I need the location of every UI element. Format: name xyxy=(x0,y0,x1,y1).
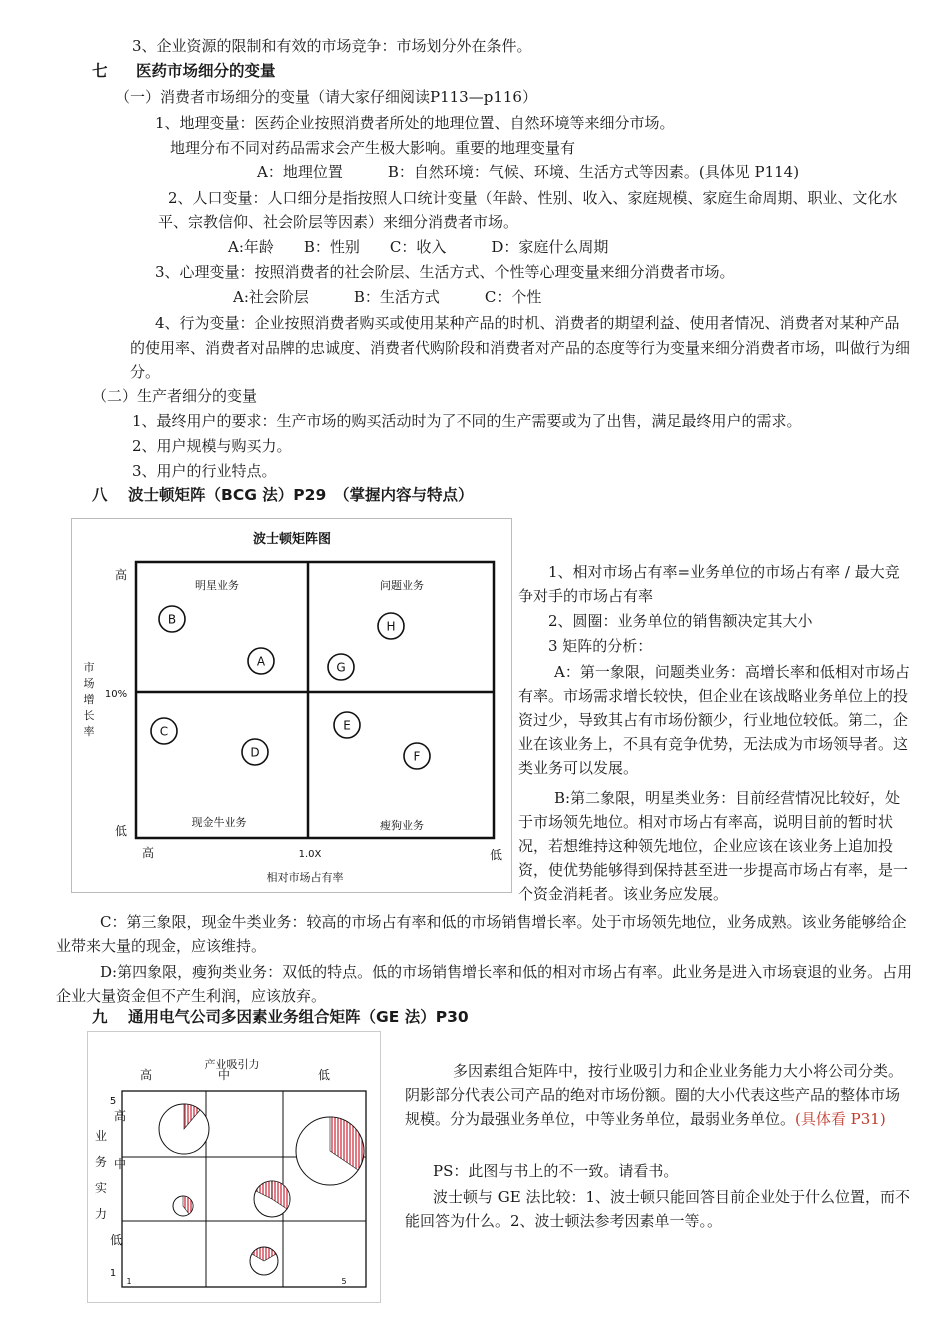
paragraph: B:第二象限，明星类业务：目前经营情况比较好，处于市场领先地位。相对市场占有率高，说明目前的暂时状况，若想维持这种领先地位，企业应该在该业务上追加投资，使优势能够得到保持甚至进一步提高市场占有率，是一个资金消耗者。该业务应发展。 xyxy=(518,789,909,903)
text-line: 3、心理变量：按照消费者的社会阶层、生活方式、个性等心理变量来细分消费者市场。 xyxy=(155,263,735,281)
bcg-circle-c xyxy=(151,718,177,744)
bcg-circle-label: C xyxy=(159,724,169,739)
text-line: A:年龄 B：性别 C：收入 D：家庭什么周期 xyxy=(228,238,609,256)
bcg-circle-g xyxy=(328,654,354,680)
ge-matrix-figure xyxy=(87,1031,381,1303)
section-9-number: 九 xyxy=(92,1008,108,1026)
bcg-x-low: 低 xyxy=(489,848,503,862)
ge-circle xyxy=(250,1247,278,1275)
ge-row-mid: 中 xyxy=(113,1157,127,1171)
subsection-heading: （一）消费者市场细分的变量（请大家仔细阅读P113—p116） xyxy=(115,88,537,106)
section-9-heading: 通用电气公司多因素业务组合矩阵（GE 法）P30 xyxy=(128,1008,469,1026)
ge-x-left: 1 xyxy=(126,1277,132,1286)
bcg-y-high: 高 xyxy=(114,568,128,582)
paragraph: 波士顿与 GE 法比较：1、波士顿只能回答目前企业处于什么位置，而不能回答为什么。2、波士顿法参考因素单一等。。 xyxy=(405,1188,911,1230)
quadrant-star-label: 明星业务 xyxy=(195,579,239,592)
ge-circle xyxy=(296,1117,364,1185)
text-line: 1、地理变量：医药企业按照消费者所处的地理位置、自然环境等来细分市场。 xyxy=(155,114,675,132)
paragraph: 4、行为变量：企业按照消费者购买或使用某种产品的时机、消费者的期望利益、使用者情况、消费者对某种产品的使用率、消费者对品牌的忠诚度、消费者代购阶段和消费者对产品的态度等行为变量来细分消费者市场，叫做行为细分。 xyxy=(130,314,911,381)
ge-y-top: 5 xyxy=(109,1096,117,1107)
bcg-circles xyxy=(151,606,430,769)
text-line: 3、企业资源的限制和有效的市场竞争：市场划分外在条件。 xyxy=(132,37,532,55)
paragraph: D:第四象限，瘦狗类业务：双低的特点。低的市场销售增长率和低的相对市场占有率。此业务是进入市场衰退的业务。占用企业大量资金但不产生利润，应该放弃。 xyxy=(56,963,913,1005)
ge-description: 多因素组合矩阵中，按行业吸引力和企业业务能力大小将公司分类。阴影部分代表公司产品的绝对市场份额。圈的大小代表这些产品的整体市场规模。分为最强业务单位，中等业务单位，最弱业务单位。 xyxy=(405,1062,904,1128)
paragraph: A：第一象限，问题类业务：高增长率和低相对市场占有率。市场需求增长较快，但企业在该战略业务单位上的投资过少，导致其占有市场份额少，行业地位较低。第二，企业在该业务上，不具有竞争优势，无法成为市场领导者。这类业务可以发展。 xyxy=(518,663,910,777)
ge-y-axis-label: 业务实力 xyxy=(94,1129,108,1221)
ge-top-label: 产业吸引力 xyxy=(204,1058,260,1071)
text-line: 1、最终用户的要求：生产市场的购买活动时为了不同的生产需要或为了出售，满足最终用户的需求。 xyxy=(132,412,802,430)
ge-col-mid: 中 xyxy=(217,1068,231,1082)
section-7-number: 七 xyxy=(92,62,108,80)
subsection-heading: （二）生产者细分的变量 xyxy=(92,387,258,405)
ge-row-low: 低 xyxy=(109,1233,123,1247)
text-line: A:社会阶层 B：生活方式 C：个性 xyxy=(233,288,542,306)
text-line: 地理分布不同对药品需求会产生极大影响。重要的地理变量有 xyxy=(170,139,576,157)
text-line: A：地理位置 B：自然环境：气候、环境、生活方式等因素。(具体见 P114) xyxy=(257,163,800,181)
quadrant-dog-label: 瘦狗业务 xyxy=(380,819,424,832)
paragraph: 1、相对市场占有率=业务单位的市场占有率 / 最大竞争对手的市场占有率 xyxy=(518,563,900,605)
ge-row-high: 高 xyxy=(113,1109,127,1123)
text-line: 2、圆圈：业务单位的销售额决定其大小 xyxy=(548,612,813,630)
ge-circle xyxy=(254,1181,290,1217)
bcg-circle-e xyxy=(334,712,360,738)
bcg-matrix-figure xyxy=(71,518,512,893)
ge-circle xyxy=(173,1196,193,1216)
text-line: PS：此图与书上的不一致。请看书。 xyxy=(433,1162,679,1180)
bcg-y-axis-label: 市场增长率 xyxy=(83,661,95,738)
ge-circle xyxy=(159,1104,209,1154)
bcg-circle-label: G xyxy=(336,660,346,675)
bcg-circle-a xyxy=(248,648,274,674)
paragraph: C：第三象限，现金牛类业务：较高的市场占有率和低的市场销售增长率。处于市场领先地位，业务成熟。该业务能够给企业带来大量的现金，应该维持。 xyxy=(56,913,907,955)
paragraph: 2、人口变量：人口细分是指按照人口统计变量（年龄、性别、收入、家庭规模、家庭生命周期、职业、文化水平、宗教信仰、社会阶层等因素）来细分消费者市场。 xyxy=(158,189,898,231)
text-line: 2、用户规模与购买力。 xyxy=(132,437,292,455)
bcg-circle-label: H xyxy=(386,619,396,634)
bcg-circle-d xyxy=(242,739,268,765)
section-7-heading: 医药市场细分的变量 xyxy=(136,62,276,80)
paragraph xyxy=(405,1059,913,1131)
bcg-circle-f xyxy=(404,743,430,769)
text-line: 3、用户的行业特点。 xyxy=(132,462,277,480)
bcg-title: 波士顿矩阵图 xyxy=(252,532,332,547)
bcg-x-axis-label: 相对市场占有率 xyxy=(266,871,344,884)
bcg-circle-label: E xyxy=(343,718,351,733)
section-8-heading: 波士顿矩阵（BCG 法）P29 （掌握内容与特点） xyxy=(128,486,474,504)
ge-col-low: 低 xyxy=(317,1068,331,1082)
bcg-y-low: 低 xyxy=(114,824,128,838)
bcg-circle-h xyxy=(378,613,404,639)
ge-x-right: 5 xyxy=(341,1277,347,1286)
bcg-circle-label: D xyxy=(250,745,260,760)
section-8-number: 八 xyxy=(92,486,108,504)
text-line: 3 矩阵的分析： xyxy=(548,637,653,655)
bcg-circle-label: A xyxy=(256,654,266,669)
bcg-circle-b xyxy=(159,606,185,632)
quadrant-question-label: 问题业务 xyxy=(380,579,424,592)
quadrant-cow-label: 现金牛业务 xyxy=(191,816,247,829)
bcg-x-mid: 1.0X xyxy=(298,849,322,860)
bcg-circle-label: B xyxy=(167,612,177,627)
bcg-x-high: 高 xyxy=(141,846,155,860)
ge-reference: (具体看 P31) xyxy=(795,1110,886,1128)
ge-col-high: 高 xyxy=(139,1068,153,1082)
bcg-circle-label: F xyxy=(413,749,421,764)
ge-y-bot: 1 xyxy=(109,1268,117,1279)
bcg-y-mid: 10% xyxy=(104,689,128,700)
